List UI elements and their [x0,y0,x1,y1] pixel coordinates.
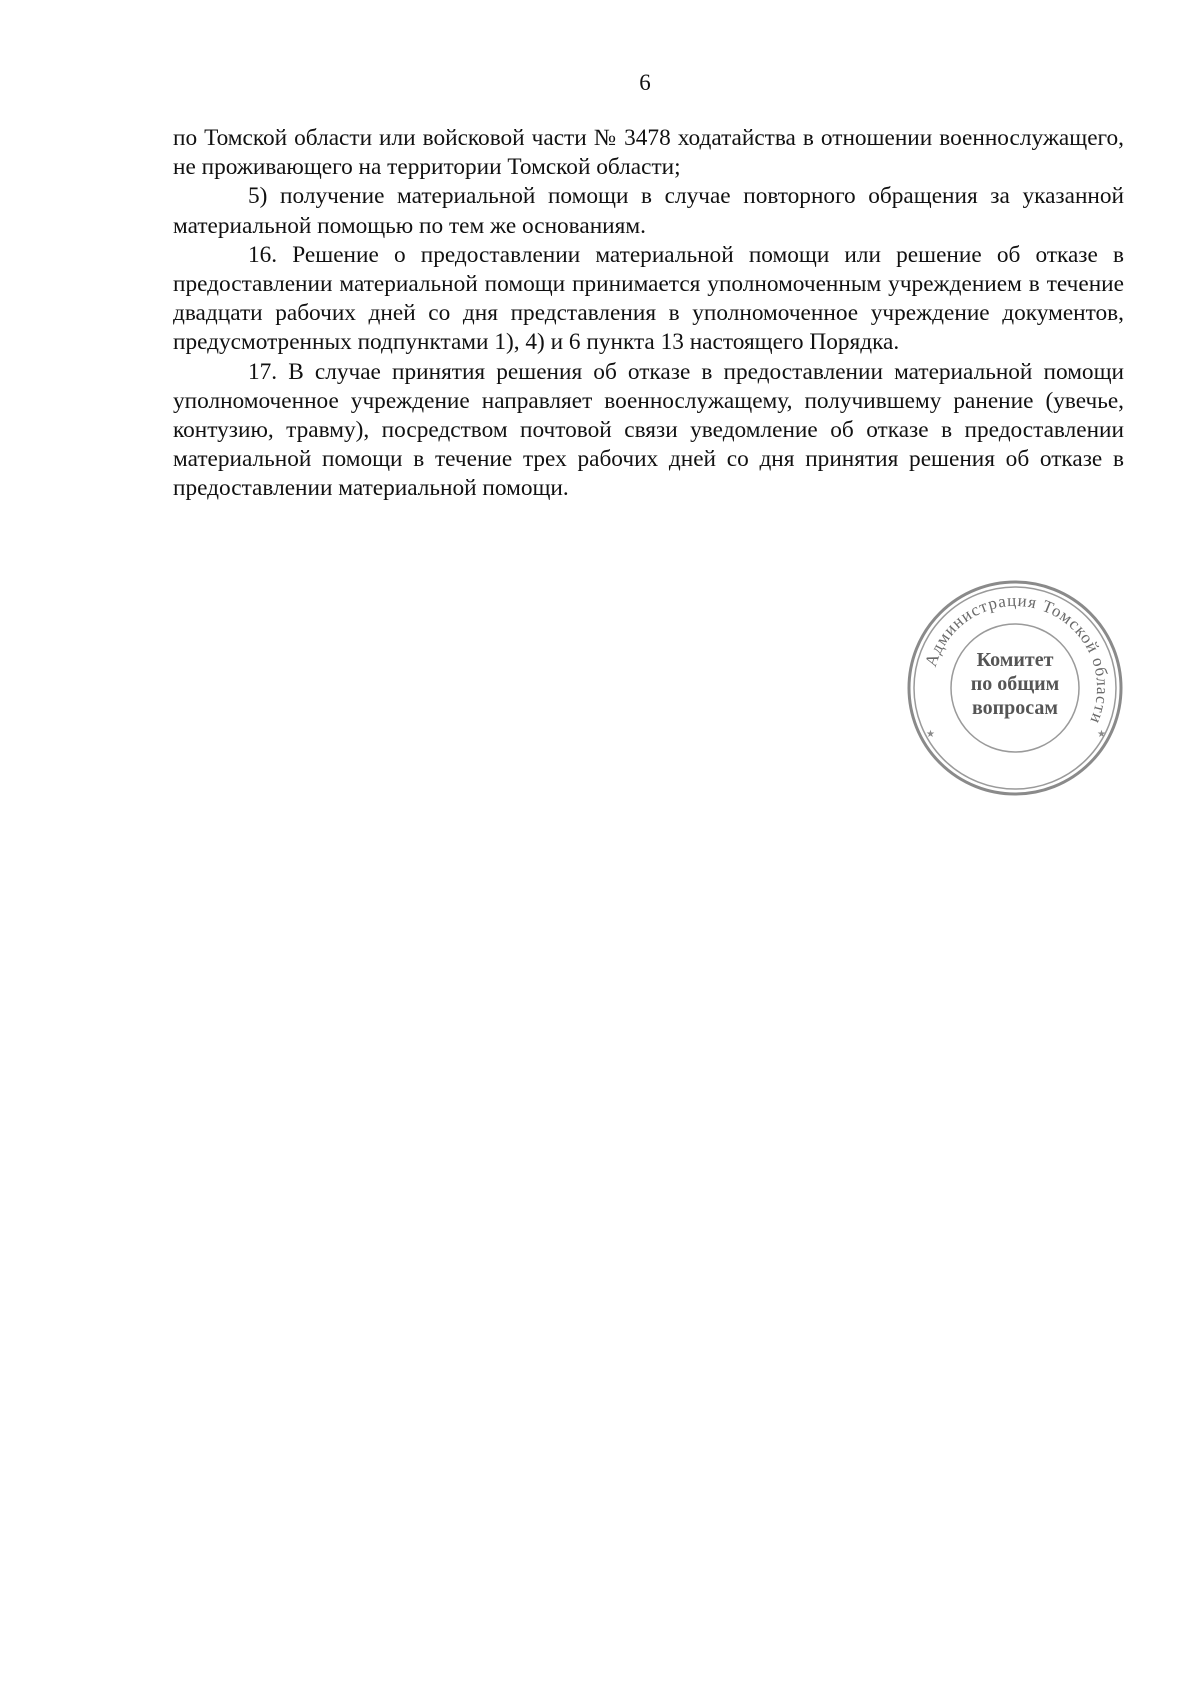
stamp-star-left-icon: ★ [926,729,935,740]
document-body [173,124,1124,504]
stamp-star-right-icon: ★ [1097,729,1106,740]
paragraph-16: 16. Решение о предоставлении материальной помощи или решение об отказе в предоставлении материальной помощи принимается уполномоченным учреждением в течение двадцати рабочих дней со дня представления в уполномоченное учреждение документов, предусмотренных подпунктами 1), 4) и 6 пункта 13 настоящего Порядка. [173,241,1124,356]
page-number: 6 [639,70,651,95]
stamp-center-line-1: Комитет [976,649,1054,671]
paragraph-17: 17. В случае принятия решения об отказе в предоставлении материальной помощи уполномоченное учреждение направляет военнослужащему, получившему ранение (увечье, контузию, травму), посредством почтовой связи уведомление об отказе в предоставлении материальной помощи в течение трех рабочих дней со дня принятия решения об отказе в предоставлении материальной помощи. [173,358,1124,502]
paragraph-continuation: по Томской области или войсковой части № 3478 ходатайства в отношении военнослужащего, не проживающего на территории Томской области; [173,125,1124,181]
paragraph-item-5: 5) получение материальной помощи в случае повторного обращения за указанной материальной помощью по тем же основаниям. [173,183,1124,239]
stamp-center-line-2: по общим [970,673,1060,695]
stamp-center-line-3: вопросам [971,697,1059,719]
seal-icon [904,577,1126,799]
stamp-ring-text: Администрация Томской области [921,590,1113,727]
official-seal-stamp [904,577,1126,799]
